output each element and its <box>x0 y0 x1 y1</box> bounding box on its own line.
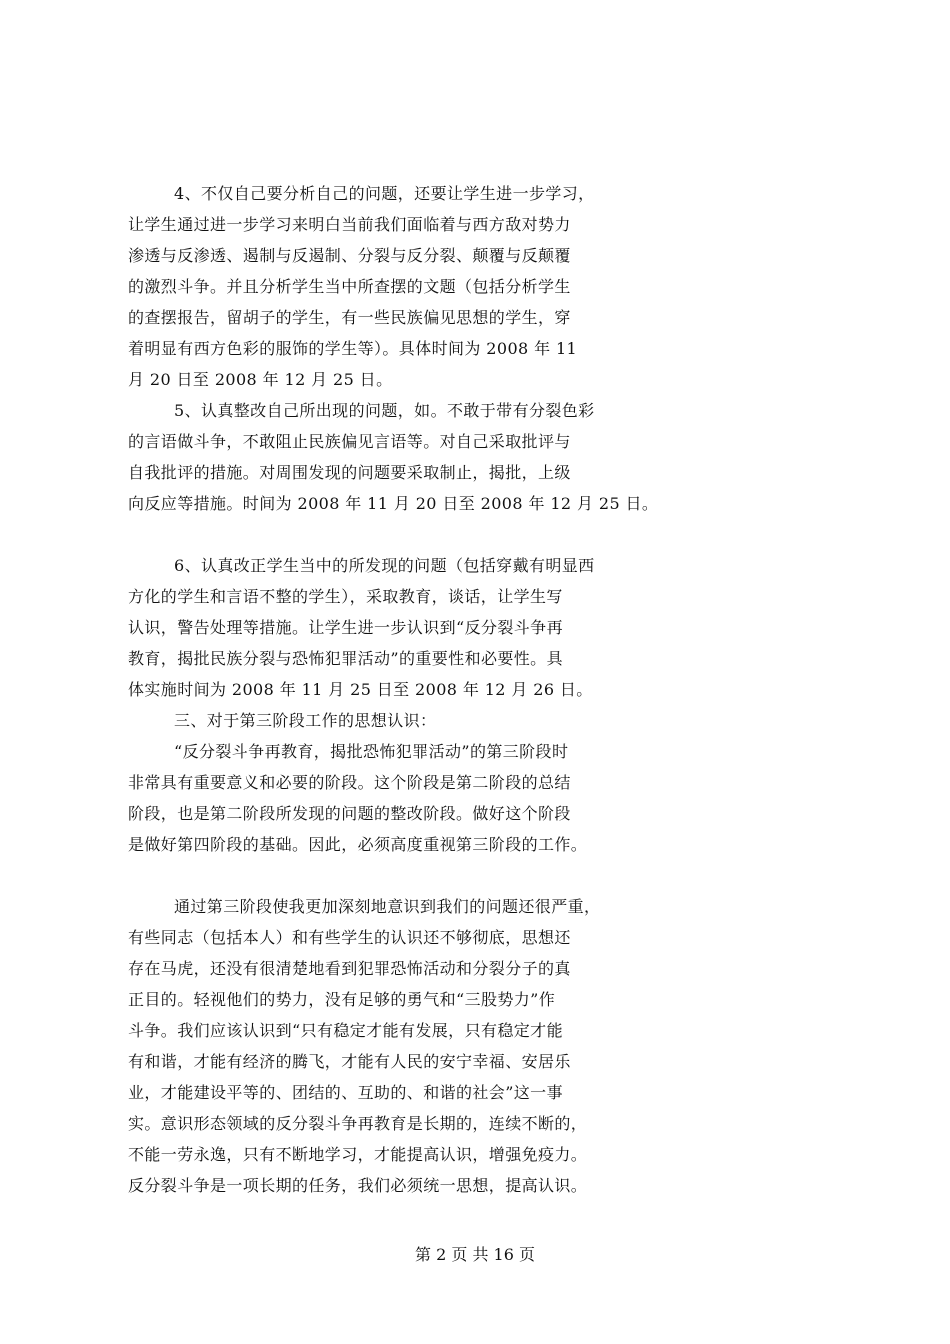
paragraph-5 <box>128 395 828 519</box>
text-line: 斗争。我们应该认识到“只有稳定才能有发展，只有稳定才能 <box>128 1021 563 1040</box>
text-line: 通过第三阶段使我更加深刻地意识到我们的问题还很严重， <box>174 897 601 916</box>
text-line: 存在马虎，还没有很清楚地看到犯罪恐怖活动和分裂分子的真 <box>128 959 571 978</box>
text-line: 方化的学生和言语不整的学生），采取教育，谈话，让学生写 <box>128 587 563 606</box>
text-line: 的激烈斗争。并且分析学生当中所查摆的文题（包括分析学生 <box>128 277 571 296</box>
text-line: 是做好第四阶段的基础。因此，必须高度重视第三阶段的工作。 <box>128 835 588 854</box>
text-line: 着明显有西方色彩的服饰的学生等）。具体时间为 2008 年 11 <box>128 339 578 358</box>
paragraph-6 <box>128 550 828 705</box>
text-line: 月 20 日至 2008 年 12 月 25 日。 <box>128 370 393 389</box>
text-line: 4、不仅自己要分析自己的问题，还要让学生进一步学习， <box>174 184 595 203</box>
text-line: 的言语做斗争，不敢阻止民族偏见言语等。对自己采取批评与 <box>128 432 571 451</box>
text-line: 的查摆报告，留胡子的学生，有一些民族偏见思想的学生，穿 <box>128 308 571 327</box>
text-line: 阶段，也是第二阶段所发现的问题的整改阶段。做好这个阶段 <box>128 804 571 823</box>
document-body <box>128 178 828 1201</box>
text-line: 实。意识形态领域的反分裂斗争再教育是长期的，连续不断的， <box>128 1114 588 1133</box>
paragraph-8 <box>128 891 828 1201</box>
text-line: 有和谐，才能有经济的腾飞，才能有人民的安宁幸福、安居乐 <box>128 1052 571 1071</box>
paragraph-spacer <box>128 860 828 891</box>
text-line: 向反应等措施。时间为 2008 年 11 月 20 日至 2008 年 12 月 25 日。 <box>128 494 659 513</box>
text-line: 教育，揭批民族分裂与恐怖犯罪活动”的重要性和必要性。具 <box>128 649 563 668</box>
text-line: 有些同志（包括本人）和有些学生的认识还不够彻底，思想还 <box>128 928 571 947</box>
text-line: 非常具有重要意义和必要的阶段。这个阶段是第二阶段的总结 <box>128 773 571 792</box>
section-heading-3: 三、对于第三阶段工作的思想认识： <box>174 711 437 730</box>
text-line: 体实施时间为 2008 年 11 月 25 日至 2008 年 12 月 26 日。 <box>128 680 593 699</box>
text-line: 业，才能建设平等的、团结的、互助的、和谐的社会”这一事 <box>128 1083 563 1102</box>
text-line: 反分裂斗争是一项长期的任务，我们必须统一思想，提高认识。 <box>128 1176 588 1195</box>
text-line: 正目的。轻视他们的势力，没有足够的勇气和“三股势力”作 <box>128 990 556 1009</box>
text-line: 自我批评的措施。对周围发现的问题要采取制止，揭批，上级 <box>128 463 571 482</box>
text-line: 6、认真改正学生当中的所发现的问题（包括穿戴有明显西 <box>174 556 595 575</box>
text-line: 不能一劳永逸，只有不断地学习，才能提高认识，增强免疫力。 <box>128 1145 588 1164</box>
text-line: “反分裂斗争再教育，揭批恐怖犯罪活动”的第三阶段时 <box>174 742 569 761</box>
paragraph-4 <box>128 178 828 395</box>
text-line: 让学生通过进一步学习来明白当前我们面临着与西方敌对势力 <box>128 215 571 234</box>
paragraph-7 <box>128 736 828 860</box>
text-line: 认识，警告处理等措施。让学生进一步认识到“反分裂斗争再 <box>128 618 563 637</box>
text-line: 5、认真整改自己所出现的问题，如。不敢于带有分裂色彩 <box>174 401 595 420</box>
text-line: 渗透与反渗透、遏制与反遏制、分裂与反分裂、颠覆与反颠覆 <box>128 246 571 265</box>
paragraph-spacer <box>128 519 828 550</box>
page-number-footer: 第 2 页 共 16 页 <box>415 1245 535 1264</box>
